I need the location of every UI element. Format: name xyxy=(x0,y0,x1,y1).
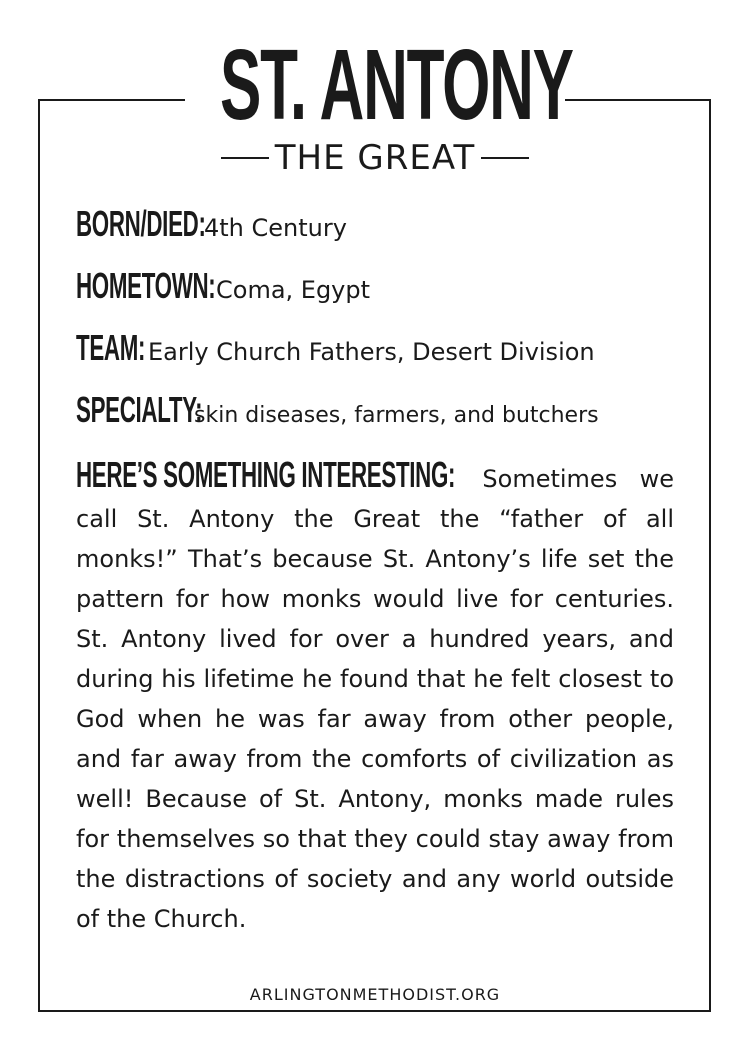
fact-label-wrap xyxy=(76,329,148,371)
subtitle-rule-left xyxy=(221,157,269,159)
subtitle-row xyxy=(185,138,565,178)
fact-label-wrap xyxy=(76,267,216,309)
footer-url: ARLINGTONMETHODIST.ORG xyxy=(249,985,501,1004)
fact-interesting xyxy=(76,455,674,939)
fact-value-interesting: Sometimes we call St. Antony the Great the “father of all monks!” That’s because St. Antony’s life set the pattern for how monks would live for centuries. St. Antony lived for over a hundred years, and during his lifetime he found that he felt closest to God when he was far away from other people, and far away from the comforts of civilization as well! Because of St. Antony, monks made rules for themselves so that they could stay away from the distractions of society and any world outside of the Church. xyxy=(76,465,674,933)
fact-label-interesting: HERE’S SOMETHING INTERESTING: xyxy=(76,454,456,495)
fact-born-died xyxy=(76,205,674,247)
fact-label-hometown: HOMETOWN: xyxy=(76,265,216,306)
fact-list xyxy=(76,205,674,939)
fact-value-team: Early Church Fathers, Desert Division xyxy=(148,338,595,366)
fact-value-born-died: 4th Century xyxy=(204,214,347,242)
fact-label-team: TEAM: xyxy=(76,327,146,368)
page-subtitle: THE GREAT xyxy=(274,138,476,178)
fact-label-wrap xyxy=(76,389,203,433)
subtitle-rule-right xyxy=(481,157,529,159)
fact-label-specialty: SPECIALTY: xyxy=(76,389,203,430)
fact-hometown xyxy=(76,267,674,309)
fact-team xyxy=(76,329,674,371)
fact-label-born-died: BORN/DIED: xyxy=(76,203,206,244)
fact-label-wrap xyxy=(76,205,204,247)
fact-specialty xyxy=(76,391,674,435)
fact-value-hometown: Coma, Egypt xyxy=(216,276,371,304)
fact-value-specialty: skin diseases, farmers, and butchers xyxy=(194,403,599,428)
title-block xyxy=(185,29,573,178)
page-title: ST. ANTONY xyxy=(220,29,573,141)
fact-label-wrap xyxy=(76,455,460,499)
